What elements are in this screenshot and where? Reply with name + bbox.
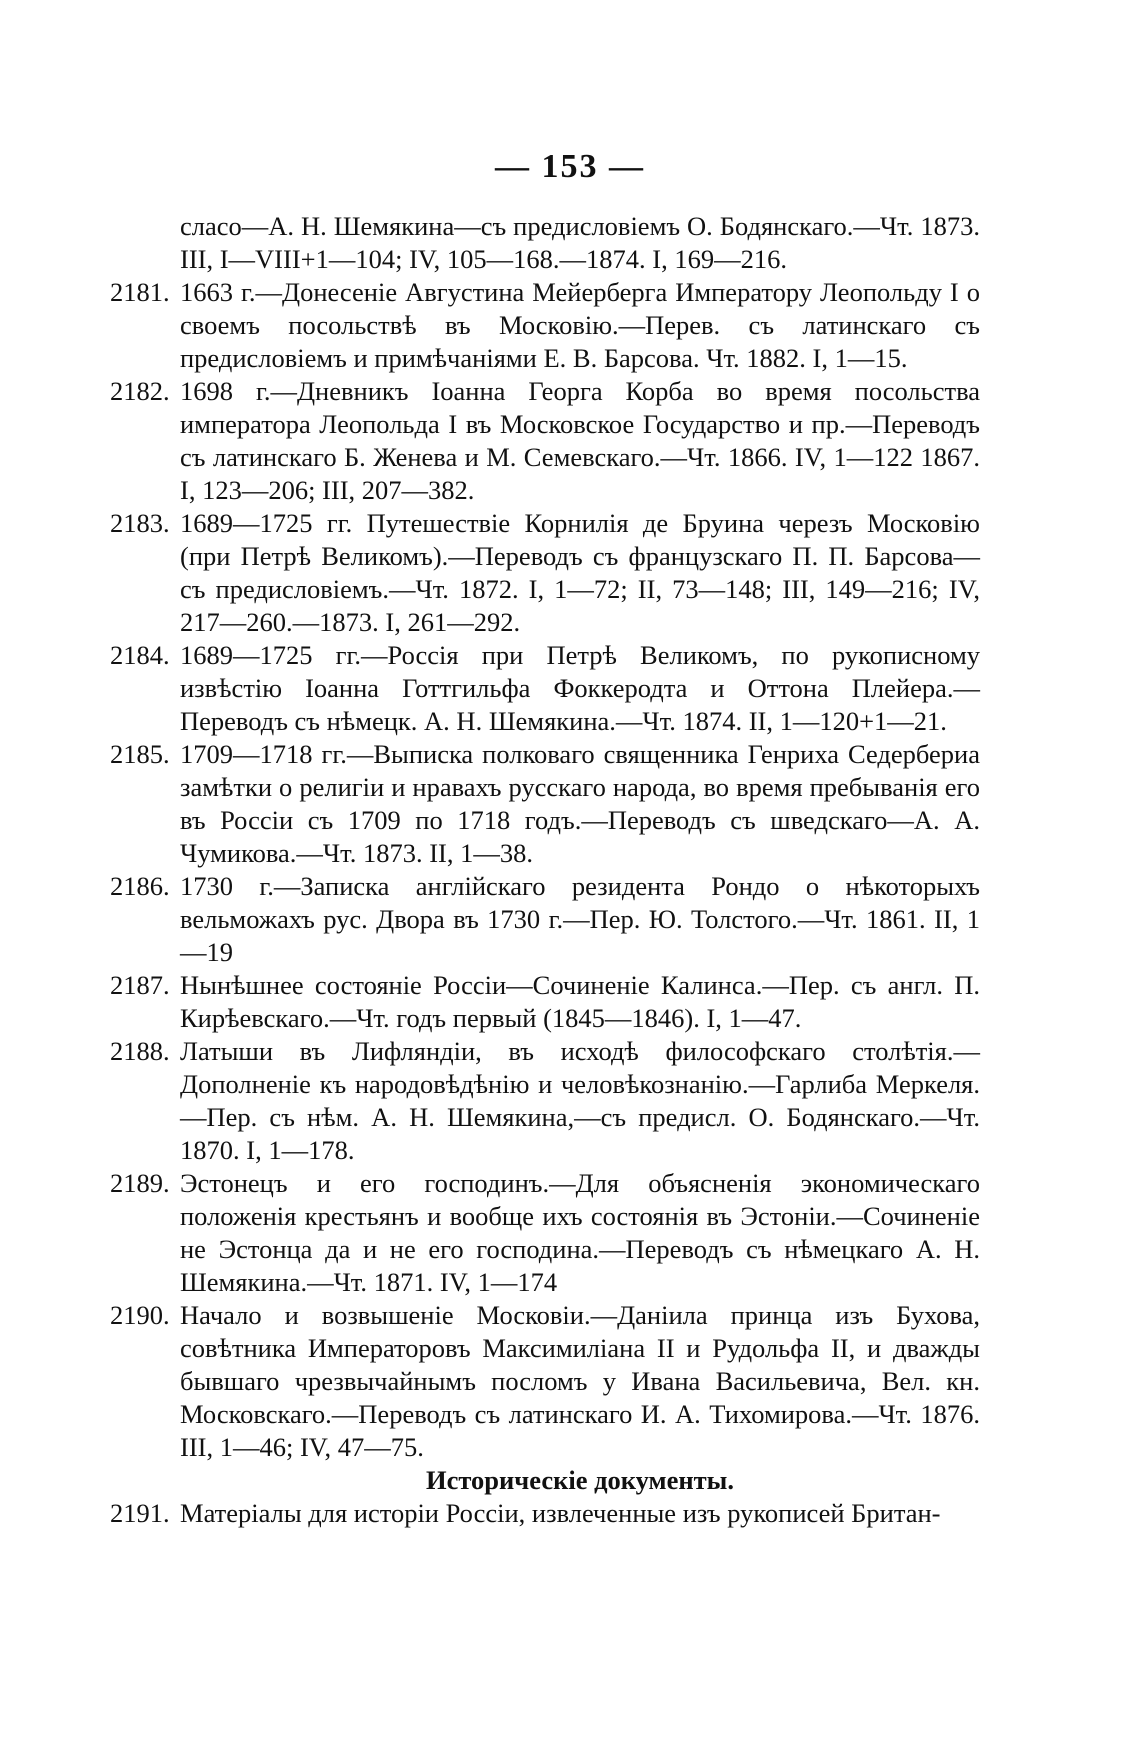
entry-number: 2183. [110,508,170,538]
entry-2188 [110,1035,980,1167]
entry-number: 2191. [110,1498,170,1528]
entry-text: 1709—1718 гг.—Выписка полковаго священника Генриха Седербериа замѣтки о религіи и нравахъ русскаго народа, во время пребыванія его въ Россіи съ 1709 по 1718 годъ.—Переводъ съ шведскаго—А. А. Чумикова.—Чт. 1873. II, 1—38. [180,739,980,868]
entry-number: 2181. [110,277,170,307]
entry-text: 1689—1725 гг.—Россія при Петрѣ Великомъ, по рукописному извѣстію Іоанна Готтгильфа Фоккеродта и Оттона Плейера.—Переводъ съ нѣмецк. А. Н. Шемякина.—Чт. 1874. II, 1—120+1—21. [180,640,980,736]
entry-number: 2182. [110,376,170,406]
entry-text: Матеріалы для исторіи Россіи, извлеченные изъ рукописей Британ- [180,1498,941,1528]
entry-text: 1689—1725 гг. Путешествіе Корнилія де Бруина черезъ Московію (при Петрѣ Великомъ).—Переводъ съ французскаго П. П. Барсова—съ предисловіемъ.—Чт. 1872. I, 1—72; II, 73—148; III, 149—216; IV, 217—260.—1873. I, 261—292. [180,508,980,637]
entry-number: 2188. [110,1036,170,1066]
bibliography-entries [110,210,980,1530]
entry-2183 [110,507,980,639]
entry-text: 1663 г.—Донесеніе Августина Мейерберга Императору Леопольду I о своемъ посольствѣ въ Московію.—Перев. съ латинскаго съ предисловіемъ и примѣчаніями Е. В. Барсова. Чт. 1882. I, 1—15. [180,277,980,373]
entry-2184 [110,639,980,738]
entry-text: 1698 г.—Дневникъ Іоанна Георга Корба во время посольства императора Леопольда I въ Московское Государство и пр.—Переводъ съ латинскаго Б. Женева и М. Семевскаго.—Чт. 1866. IV, 1—122 1867. I, 123—206; III, 207—382. [180,376,980,505]
entry-text: 1730 г.—Записка англійскаго резидента Рондо о нѣкоторыхъ вельможахъ рус. Двора въ 1730 г.—Пер. Ю. Толстого.—Чт. 1861. II, 1—19 [180,871,980,967]
entry-2186 [110,870,980,969]
entry-text: Нынѣшнее состояніе Россіи—Сочиненіе Калинса.—Пер. съ англ. П. Кирѣевскаго.—Чт. годъ первый (1845—1846). I, 1—47. [180,970,980,1033]
entry-number: 2189. [110,1168,170,1198]
entry-2187 [110,969,980,1035]
entry-text: Начало и возвышеніе Московіи.—Даніила принца изъ Бухова, совѣтника Императоровъ Максимиліана II и Рудольфа II, и дважды бывшаго чрезвычайнымъ посломъ у Ивана Васильевича, Вел. кн. Московскаго.—Переводъ съ латинскаго И. А. Тихомирова.—Чт. 1876. III, 1—46; IV, 47—75. [180,1300,980,1462]
entry-number: 2185. [110,739,170,769]
entry-2181 [110,276,980,375]
entry-2182 [110,375,980,507]
entry-number: 2184. [110,640,170,670]
page-number: — 153 — [495,148,645,185]
entry-number: 2187. [110,970,170,1000]
entry-number: 2190. [110,1300,170,1330]
entry-text: Эстонецъ и его господинъ.—Для объясненія экономическаго положенія крестьянъ и вообще ихъ состоянія въ Эстоніи.—Сочиненіе не Эстонца да и не его господина.—Переводъ съ нѣмецкаго А. Н. Шемякина.—Чт. 1871. IV, 1—174 [180,1168,980,1297]
section-heading: Историческіе документы. [426,1465,734,1495]
entry-2189 [110,1167,980,1299]
entry-2190 [110,1299,980,1464]
entry-2185 [110,738,980,870]
entry-2191 [110,1497,980,1530]
entry-number: 2186. [110,871,170,901]
continuation-text: сласо—А. Н. Шемякина—съ предисловіемъ О. Бодянскаго.—Чт. 1873. III, I—VIII+1—104; IV, 105—168.—1874. I, 169—216. [180,211,980,274]
entry-text: Латыши въ Лифляндіи, въ исходѣ философскаго столѣтія.—Дополненіе къ народовѣдѣнію и человѣкознанію.—Гарлиба Меркеля.—Пер. съ нѣм. А. Н. Шемякина,—съ предисл. О. Бодянскаго.—Чт. 1870. I, 1—178. [180,1036,980,1165]
